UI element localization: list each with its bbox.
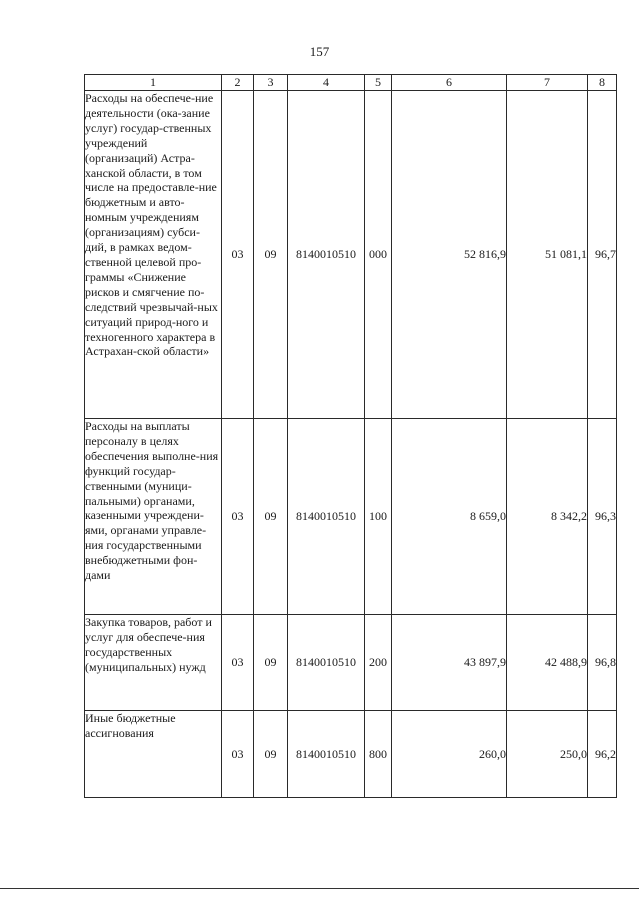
expense-description: Расходы на обеспече-ние деятельности (ока-зание услуг) государ-ственных учреждений (организаций) Астра-ханской области, в том числе на предоставле-ние бюджетным и авто-номным учреждениям (организациям) субси-дий, в рамках ведом-ственной целевой про-граммы «Снижение рисков и смягчение по-следствий чрезвычай-ных ситуаций природ-ного и техногенного характера в Астрахан-ской области»	[85, 91, 222, 419]
subsection-code: 09	[254, 419, 288, 615]
column-header-3: 3	[254, 75, 288, 91]
planned-amount: 8 659,0	[392, 419, 507, 615]
target-article-code: 8140010510	[288, 711, 365, 798]
executed-amount: 42 488,9	[507, 615, 588, 711]
planned-amount: 43 897,9	[392, 615, 507, 711]
expense-type-code: 800	[365, 711, 392, 798]
expense-type-code: 100	[365, 419, 392, 615]
executed-amount: 51 081,1	[507, 91, 588, 419]
subsection-code: 09	[254, 711, 288, 798]
section-code: 03	[222, 91, 254, 419]
page-bottom-rule	[0, 888, 639, 889]
expense-type-code: 200	[365, 615, 392, 711]
execution-percent: 96,8	[588, 615, 617, 711]
column-number-header-row	[85, 75, 617, 91]
column-header-4: 4	[288, 75, 365, 91]
subsection-code: 09	[254, 91, 288, 419]
target-article-code: 8140010510	[288, 419, 365, 615]
planned-amount: 260,0	[392, 711, 507, 798]
table-row	[85, 615, 617, 711]
budget-table	[84, 74, 617, 798]
column-header-2: 2	[222, 75, 254, 91]
section-code: 03	[222, 419, 254, 615]
executed-amount: 250,0	[507, 711, 588, 798]
column-header-1: 1	[85, 75, 222, 91]
execution-percent: 96,2	[588, 711, 617, 798]
target-article-code: 8140010510	[288, 615, 365, 711]
table-row	[85, 419, 617, 615]
page-number: 157	[309, 44, 330, 59]
expense-description: Иные бюджетные ассигнования	[85, 711, 222, 798]
target-article-code: 8140010510	[288, 91, 365, 419]
planned-amount: 52 816,9	[392, 91, 507, 419]
section-code: 03	[222, 711, 254, 798]
column-header-7: 7	[507, 75, 588, 91]
table-row	[85, 91, 617, 419]
execution-percent: 96,3	[588, 419, 617, 615]
subsection-code: 09	[254, 615, 288, 711]
executed-amount: 8 342,2	[507, 419, 588, 615]
column-header-6: 6	[392, 75, 507, 91]
expense-type-code: 000	[365, 91, 392, 419]
table-row	[85, 711, 617, 798]
column-header-8: 8	[588, 75, 617, 91]
expense-description: Расходы на выплаты персоналу в целях обеспечения выполне-ния функций государ-ственными (муници-пальными) органами, казенными учреждени-ями, органами управле-ния государственными внебюджетными фон-дами	[85, 419, 222, 615]
expense-description: Закупка товаров, работ и услуг для обеспече-ния государственных (муниципальных) нужд	[85, 615, 222, 711]
section-code: 03	[222, 615, 254, 711]
execution-percent: 96,7	[588, 91, 617, 419]
column-header-5: 5	[365, 75, 392, 91]
